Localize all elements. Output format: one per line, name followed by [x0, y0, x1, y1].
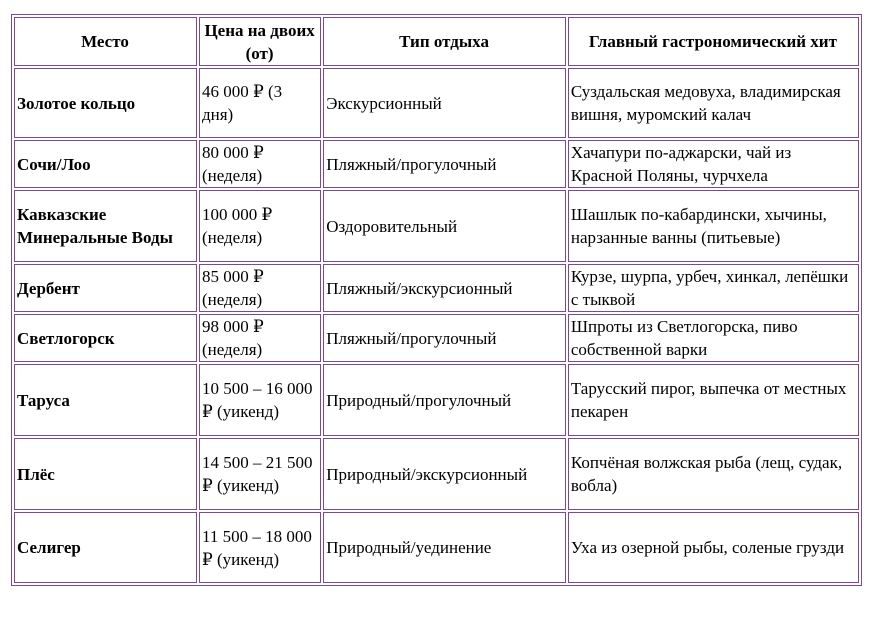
cell-place: Кавказские Минеральные Воды [14, 190, 197, 262]
table-row [14, 364, 859, 436]
cell-food: Суздальская медовуха, владимирская вишня, муромский калач [568, 68, 859, 138]
cell-food: Копчёная волжская рыба (лещ, судак, вобла) [568, 438, 859, 510]
header-food: Главный гастрономический хит [568, 17, 859, 66]
table-row [14, 190, 859, 262]
cell-food: Курзе, шурпа, урбеч, хинкал, лепёшки с тыквой [568, 264, 859, 312]
table-row [14, 314, 859, 362]
cell-type: Природный/уединение [323, 512, 566, 583]
header-type: Тип отдыха [323, 17, 566, 66]
cell-type: Оздоровительный [323, 190, 566, 262]
cell-price: 80 000 ₽ (неделя) [199, 140, 321, 188]
header-price: Цена на двоих (от) [199, 17, 321, 66]
cell-type: Пляжный/прогулочный [323, 314, 566, 362]
cell-place: Таруса [14, 364, 197, 436]
table-row [14, 438, 859, 510]
cell-price: 98 000 ₽ (неделя) [199, 314, 321, 362]
cell-price: 14 500 – 21 500 ₽ (уикенд) [199, 438, 321, 510]
cell-food: Шашлык по-кабардински, хычины, нарзанные ванны (питьевые) [568, 190, 859, 262]
cell-type: Природный/экскурсионный [323, 438, 566, 510]
table-row [14, 264, 859, 312]
table-row [14, 140, 859, 188]
table-row [14, 512, 859, 583]
cell-place: Дербент [14, 264, 197, 312]
header-place: Место [14, 17, 197, 66]
cell-place: Плёс [14, 438, 197, 510]
cell-type: Пляжный/прогулочный [323, 140, 566, 188]
travel-table [11, 14, 862, 586]
cell-food: Уха из озерной рыбы, соленые грузди [568, 512, 859, 583]
cell-place: Светлогорск [14, 314, 197, 362]
document-page [11, 14, 862, 586]
cell-price: 46 000 ₽ (3 дня) [199, 68, 321, 138]
table-row [14, 68, 859, 138]
cell-type: Пляжный/экскурсионный [323, 264, 566, 312]
cell-type: Экскурсионный [323, 68, 566, 138]
cell-food: Хачапури по-аджарски, чай из Красной Поляны, чурчхела [568, 140, 859, 188]
cell-place: Селигер [14, 512, 197, 583]
cell-price: 10 500 – 16 000 ₽ (уикенд) [199, 364, 321, 436]
cell-price: 85 000 ₽ (неделя) [199, 264, 321, 312]
header-row [14, 17, 859, 66]
cell-price: 100 000 ₽ (неделя) [199, 190, 321, 262]
cell-price: 11 500 – 18 000 ₽ (уикенд) [199, 512, 321, 583]
cell-food: Шпроты из Светлогорска, пиво собственной варки [568, 314, 859, 362]
cell-place: Золотое кольцо [14, 68, 197, 138]
cell-food: Тарусский пирог, выпечка от местных пекарен [568, 364, 859, 436]
cell-type: Природный/прогулочный [323, 364, 566, 436]
cell-place: Сочи/Лоо [14, 140, 197, 188]
